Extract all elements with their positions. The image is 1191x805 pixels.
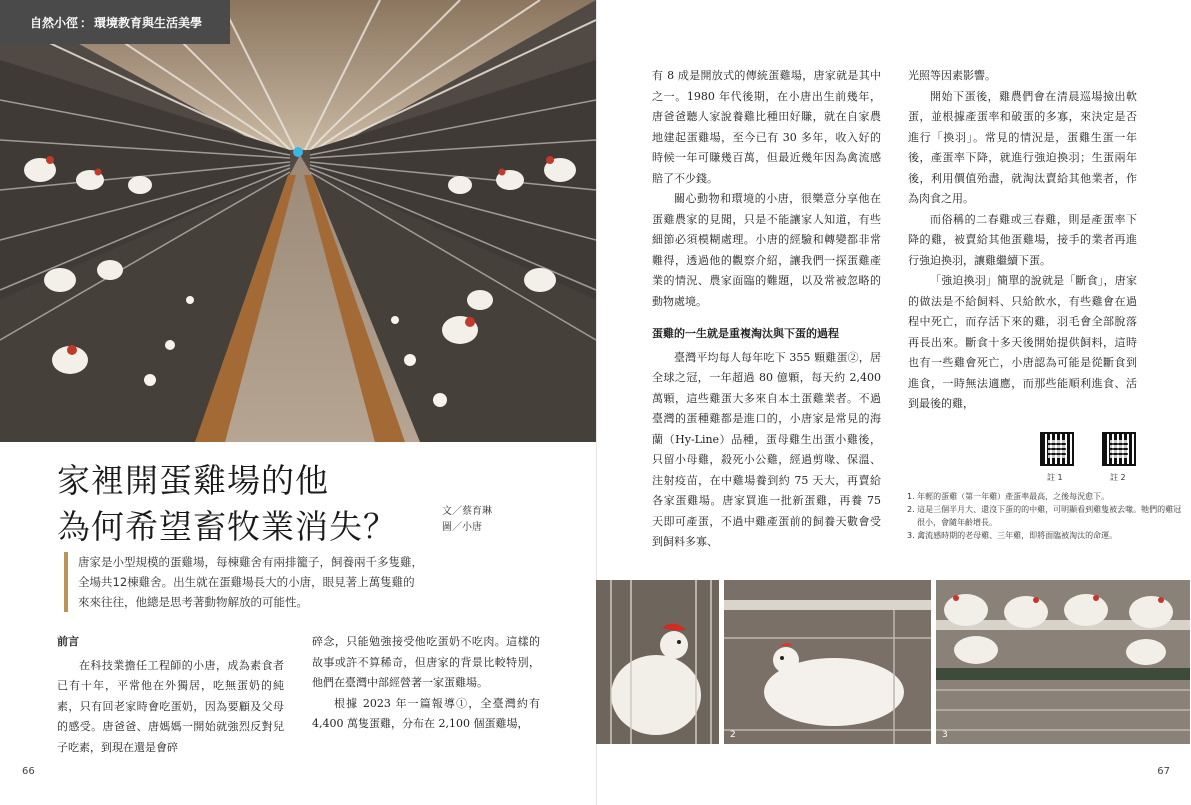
- henhouse-illustration: [0, 0, 596, 442]
- paragraph: 臺灣平均每人每年吃下 355 顆雞蛋②，居全球之冠，一年超過 80 億顆，每天約 2,400 萬顆，這些雞蛋大多來自本土蛋雞業者。不過臺灣的蛋種雞都是進口的，小唐家是常見的海蘭（Hy-Line）品種，蛋母雞生出蛋小雞後，只留小母雞，殺死小公雞，經過剪喙、保溫、注射疫苗，在中雞場養到約 75 天大，再賣給各家蛋雞場。唐家買進一批新蛋雞，再養 75 天即可產蛋，不過中雞產蛋前的飼養天數會受到飼料多寡、: [652, 350, 881, 548]
- article-title: [57, 458, 397, 550]
- section-series: 自然小徑: [30, 15, 79, 30]
- caption-3: 3. 禽流感時期的老母雞、三年雞，即將面臨被淘汰的命運。: [907, 531, 1118, 540]
- section-heading-egg-cycle: 蛋雞的一生就是重複淘汰與下蛋的過程: [652, 327, 839, 340]
- photo-2-pullet: [724, 580, 931, 744]
- photo-3-illustration: [936, 580, 1190, 744]
- photo-number-3: 3: [942, 730, 948, 740]
- paragraph: 根據 2023 年一篇報導①，全臺灣約有 4,400 萬隻蛋雞，分布在 2,100 個蛋雞場，: [312, 696, 540, 730]
- column-4: [908, 66, 1137, 415]
- qr-label-2: 註 2: [1110, 473, 1126, 482]
- qr-code-note-1[interactable]: [1040, 432, 1074, 466]
- title-line-2: 為何希望畜牧業消失？: [57, 507, 397, 546]
- photo-1-illustration: [596, 580, 719, 744]
- qr-code-note-2[interactable]: [1102, 432, 1136, 466]
- paragraph: 「強迫換羽」簡單的說就是「斷食」，唐家的做法是不給飼料、只給飲水，有些雞會在過程中死亡，而存活下來的雞，羽毛會全部脫落再長出來。斷食十多天後開始提供飼料，這時也有一些雞會死亡，小唐認為可能是從斷食到進食，一時無法適應，而那些能順利進食、活到最後的雞，: [908, 274, 1137, 410]
- column-3: [652, 66, 881, 553]
- paragraph: 在科技業擔任工程師的小唐，成為素食者已有十年，平常他在外獨居，吃無蛋奶的純素，只有回老家時會吃蛋奶，因為要顧及父母的感受。唐爸爸、唐媽媽一開始就強烈反對兒子吃素，到現在還是會碎: [57, 658, 284, 754]
- section-heading-intro: 前言: [57, 635, 79, 648]
- photo-1-young-hen: [596, 580, 719, 744]
- column-1: [57, 632, 284, 758]
- column-2: [312, 632, 540, 735]
- photo-captions: [907, 490, 1187, 542]
- paragraph: 有 8 成是開放式的傳統蛋雞場，唐家就是其中之一。1980 年代後期，在小唐出生前幾年，唐爸爸聽人家說養雞比種田好賺，就在自家農地建起蛋雞場，至今已有 30 多年，收入好的時候一年可賺幾百萬，但最近幾年因為禽流感賠了不少錢。: [652, 69, 881, 185]
- page-number-right: 67: [1157, 766, 1170, 777]
- qr-label-1: 註 1: [1047, 473, 1063, 482]
- photo-2-illustration: [724, 580, 931, 744]
- byline: [442, 504, 492, 536]
- page-number-left: 66: [22, 766, 35, 777]
- paragraph: 碎念，只能勉強接受他吃蛋奶不吃肉。這樣的故事或許不算稀奇，但唐家的背景比較特別，他們在臺灣中部經營著一家蛋雞場。: [312, 635, 540, 689]
- caption-1: 1. 年輕的蛋雞（第一年雞）產蛋率最高，之後每況愈下。: [907, 492, 1110, 501]
- paragraph: 而俗稱的二春雞或三春雞，則是產蛋率下降的雞，被賣給其他蛋雞場，接手的業者再進行強迫換羽，讓雞繼續下蛋。: [908, 212, 1137, 267]
- paragraph: 關心動物和環境的小唐，很樂意分享他在蛋雞農家的見聞，只是不能讓家人知道，有些細節必須模糊處理。小唐的經驗和轉變都非常難得，透過他的觀察介紹，讓我們一探蛋雞產業的情況、農家面臨的難題，以及常被忽略的動物處境。: [652, 192, 881, 308]
- caption-2: 2. 這是三個半月大、還沒下蛋的的中雞，可明顯看到雞隻被去喙。牠們的雞冠很小，會隨年齡增長。: [907, 505, 1182, 527]
- byline-photo: 圖／小唐: [442, 522, 482, 533]
- title-line-1: 家裡開蛋雞場的他: [57, 461, 329, 500]
- photo-number-2: 2: [730, 730, 736, 740]
- hero-photo-henhouse: [0, 0, 596, 442]
- tag-separator: ：: [80, 15, 93, 30]
- photo-3-old-hens: [936, 580, 1190, 744]
- paragraph: 光照等因素影響。: [908, 69, 996, 82]
- section-topic: 環境教育與生活美學: [94, 15, 203, 30]
- byline-author: 文／蔡育琳: [442, 506, 492, 517]
- lead-paragraph: 唐家是小型規模的蛋雞場，每棟雞舍有兩排籠子，飼養兩千多隻雞，全場共12棟雞舍。出生就在蛋雞場長大的小唐，眼見著上萬隻雞的來來往往，他總是思考著動物解放的可能性。: [64, 552, 423, 612]
- paragraph: 開始下蛋後，雞農們會在清晨巡場撿出軟蛋，並根據產蛋率和破蛋的多寡，來決定是否進行「換羽」。常見的情況是，蛋雞生蛋一年後，產蛋率下降，就進行強迫換羽；生蛋兩年後，利用價值殆盡，就淘汰賣給其他業者，作為肉食之用。: [908, 89, 1137, 205]
- section-tag: [0, 0, 230, 44]
